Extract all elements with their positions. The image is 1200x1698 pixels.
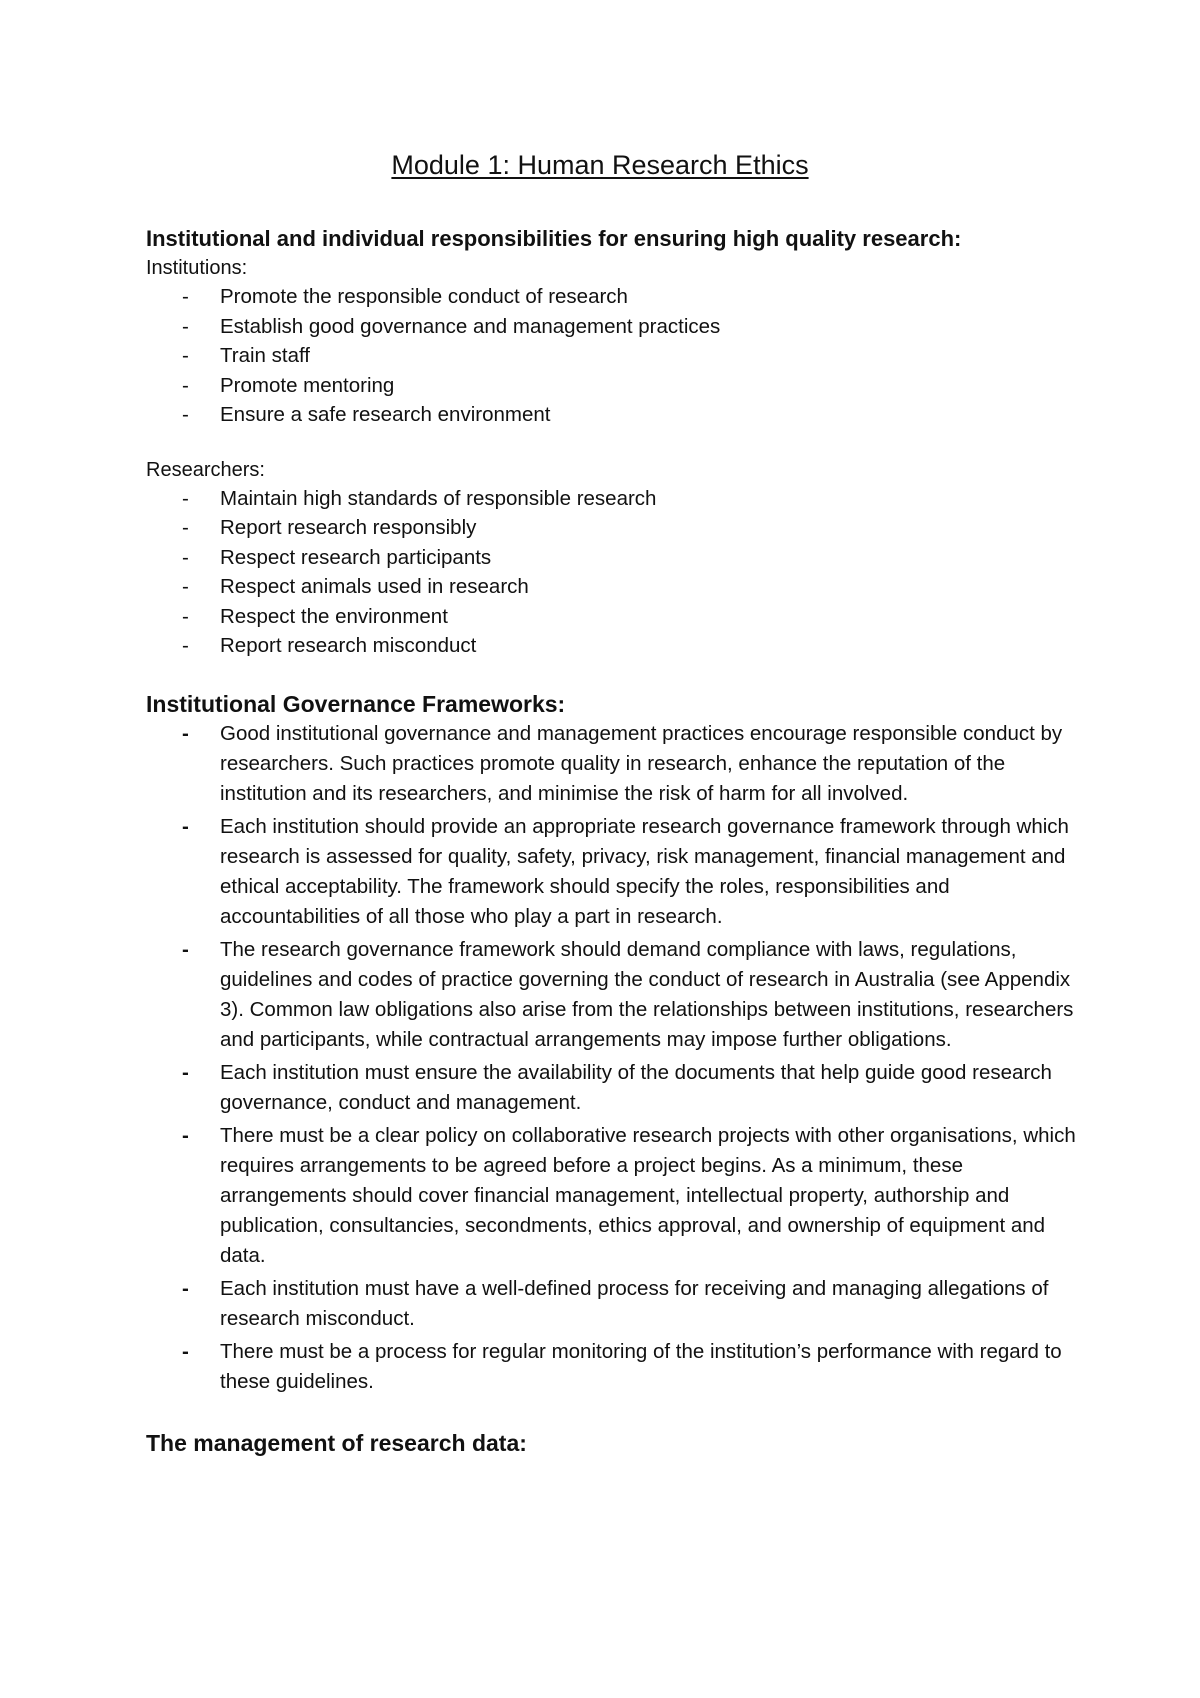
- researchers-label: Researchers:: [146, 458, 265, 481]
- list-item: [146, 602, 1086, 632]
- list-item-text: Train staff: [220, 344, 311, 367]
- list-item: [146, 1058, 1086, 1118]
- list-item: [146, 812, 1086, 932]
- list-item: [146, 341, 1086, 371]
- list-item: [146, 631, 1086, 661]
- dash-bullet: -: [182, 516, 189, 539]
- list-item-text: Ensure a safe research environment: [220, 403, 551, 426]
- dash-bullet: -: [182, 545, 189, 569]
- list-item-text: Each institution should provide an appropriate research governance framework through which research is assessed for quality, safety, privacy, risk management, financial management and ethical acceptability. The framework should specify the roles, responsibilities and accountabilities of all those who play a part in research.: [220, 814, 1069, 928]
- list-item: [146, 400, 1086, 430]
- page-title: Module 1: Human Research Ethics: [391, 150, 809, 180]
- list-item-text: Promote mentoring: [220, 373, 395, 397]
- dash-bullet: -: [182, 344, 189, 367]
- governance-list: [146, 719, 1086, 1397]
- list-item-text: Promote the responsible conduct of research: [220, 285, 628, 308]
- list-item-text: The research governance framework should demand compliance with laws, regulations, guidelines and codes of practice governing the conduct of research in Australia (see Appendix 3). Common law obligations also arise from the relationships between institutions, researchers and participants, while contractual arrangements may impose further obligations.: [220, 937, 1074, 1051]
- list-item-text: There must be a clear policy on collaborative research projects with other organisations, which requires arrangements to be agreed before a project begins. As a minimum, these arrangements should cover financial management, intellectual property, authorship and publication, consultancies, secondments, ethics approval, and ownership of equipment and data.: [220, 1123, 1076, 1267]
- institutions-label: Institutions:: [146, 257, 248, 279]
- list-item: [146, 935, 1086, 1055]
- dash-bullet: -: [182, 486, 189, 510]
- list-item: [146, 1274, 1086, 1334]
- list-item: [146, 1337, 1086, 1397]
- dash-bullet: -: [182, 373, 189, 397]
- list-item-text: Report research misconduct: [220, 634, 477, 657]
- list-item-text: Each institution must ensure the availability of the documents that help guide good research governance, conduct and management.: [220, 1060, 1052, 1114]
- section-heading-responsibilities: Institutional and individual responsibilities for ensuring high quality research:: [146, 226, 962, 251]
- list-item-text: Each institution must have a well-defined process for receiving and managing allegations of research misconduct.: [220, 1276, 1049, 1330]
- list-item-text: Report research responsibly: [220, 516, 477, 539]
- list-item-text: Respect the environment: [220, 604, 448, 628]
- list-item: [146, 719, 1086, 809]
- list-item: [146, 312, 1086, 342]
- institutions-list: [146, 282, 1086, 430]
- list-item-text: Maintain high standards of responsible research: [220, 486, 657, 510]
- dash-bullet: -: [182, 1123, 189, 1147]
- dash-bullet: -: [182, 1339, 189, 1363]
- dash-bullet: -: [182, 1060, 189, 1084]
- section-heading-governance: Institutional Governance Frameworks:: [146, 690, 566, 717]
- list-item: [146, 282, 1086, 312]
- dash-bullet: -: [182, 634, 189, 657]
- list-item-text: Respect research participants: [220, 545, 492, 569]
- dash-bullet: -: [182, 1276, 189, 1300]
- dash-bullet: -: [182, 937, 189, 961]
- list-item: [146, 572, 1086, 602]
- dash-bullet: -: [182, 403, 189, 426]
- dash-bullet: -: [182, 604, 189, 628]
- section-heading-research-data: The management of research data:: [146, 1429, 527, 1456]
- list-item: [146, 371, 1086, 401]
- dash-bullet: -: [182, 314, 189, 338]
- list-item-text: Respect animals used in research: [220, 575, 529, 598]
- dash-bullet: -: [182, 721, 189, 745]
- list-item-text: Good institutional governance and management practices encourage responsible conduct by researchers. Such practices promote quality in research, enhance the reputation of the institution and its researchers, and minimise the risk of harm for all involved.: [220, 721, 1063, 805]
- list-item: [146, 484, 1086, 514]
- list-item: [146, 1121, 1086, 1271]
- list-item: [146, 543, 1086, 573]
- document-body: [146, 224, 1086, 1458]
- list-item: [146, 513, 1086, 543]
- researchers-list: [146, 484, 1086, 661]
- list-item-text: Establish good governance and management practices: [220, 314, 721, 338]
- dash-bullet: -: [182, 575, 189, 598]
- dash-bullet: -: [182, 814, 189, 838]
- list-item-text: There must be a process for regular monitoring of the institution’s performance with regard to these guidelines.: [220, 1339, 1062, 1393]
- dash-bullet: -: [182, 285, 189, 308]
